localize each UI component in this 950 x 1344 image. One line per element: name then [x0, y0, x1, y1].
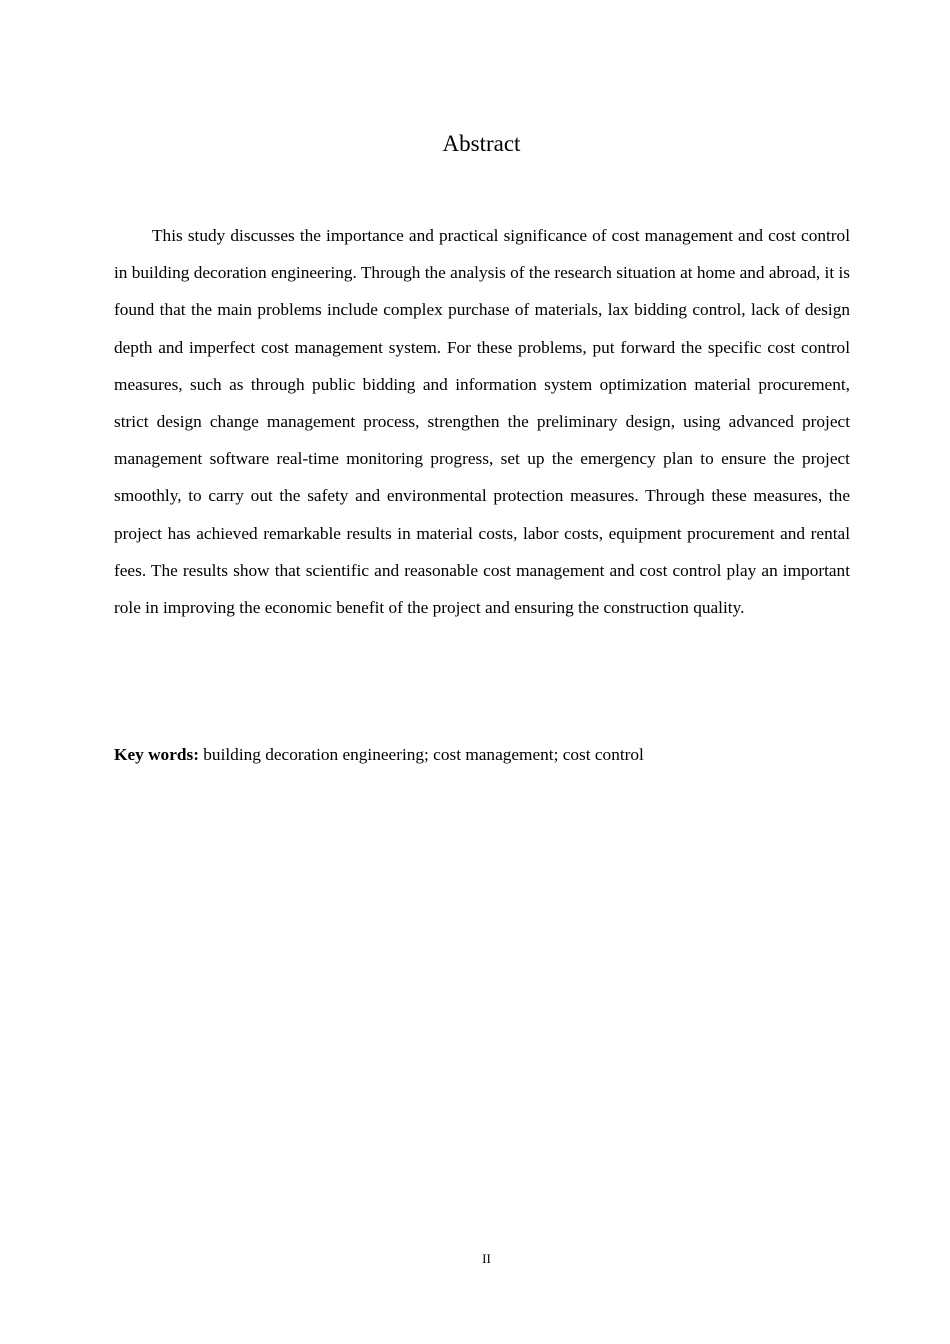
keywords-text: building decoration engineering; cost management; cost control — [198, 745, 644, 764]
page-number: II — [482, 1251, 491, 1266]
abstract-paragraph: This study discusses the importance and practical significance of cost management and cost control in building decoration engineering. Through the analysis of the research situation at home and abroad, it is found that the main problems include complex purchase of materials, lax bidding control, lack of design depth and imperfect cost management system. For these problems, put forward the specific cost control measures, such as through public bidding and information system optimization material procurement, strict design change management process, strengthen the preliminary design, using advanced project management software real-time monitoring progress, set up the emergency plan to ensure the project smoothly, to carry out the safety and environmental protection measures. Through these measures, the project has achieved remarkable results in material costs, labor costs, equipment procurement and rental fees. The results show that scientific and reasonable cost management and cost control play an important role in improving the economic benefit of the project and ensuring the construction quality. — [114, 226, 850, 618]
keywords-line — [114, 740, 850, 770]
page-title: Abstract — [442, 131, 521, 156]
keywords-label: Key words: — [114, 745, 199, 764]
